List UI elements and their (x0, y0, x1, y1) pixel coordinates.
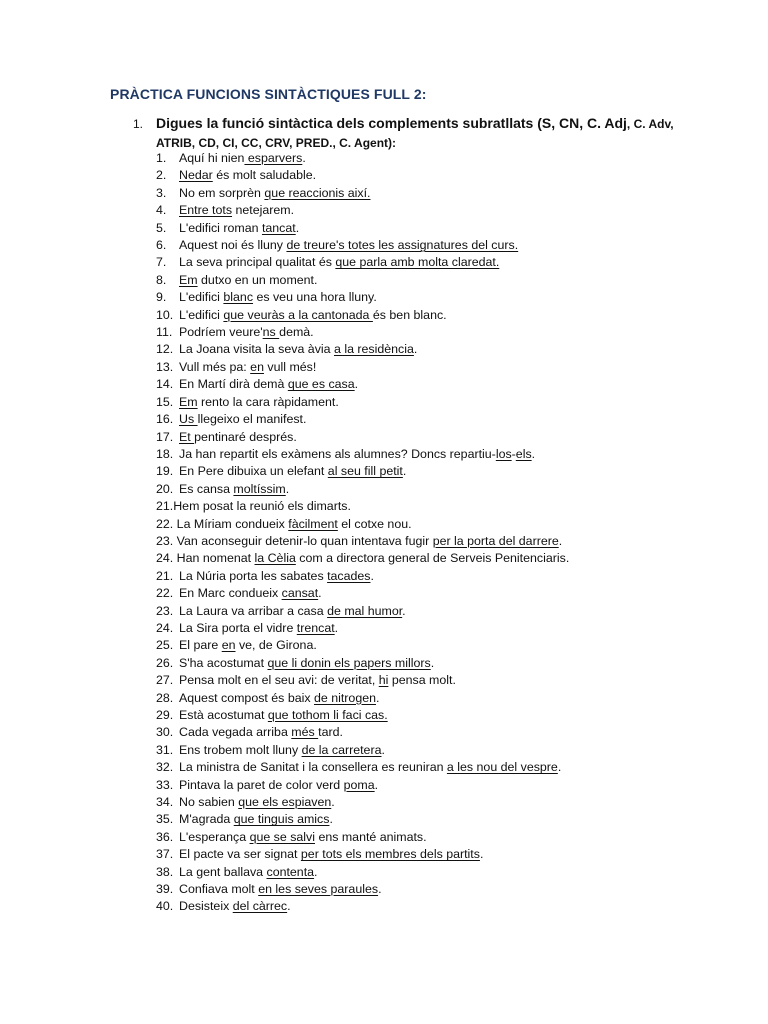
exercise-number: 1. (133, 117, 144, 131)
underlined-complement: en (221, 638, 236, 653)
instruction-small-text: , C. Adv, (626, 117, 674, 131)
item-number: 13. (156, 359, 174, 374)
underlined-complement: a la residència (333, 342, 414, 357)
item-number: 29. (156, 708, 174, 722)
item-number: 23. (156, 533, 174, 548)
sentence-text: . (318, 586, 322, 601)
list-item (156, 533, 569, 550)
item-number: 27. (156, 673, 174, 688)
sentence-text: tard. (318, 725, 343, 740)
sentence-text: el cotxe nou. (337, 516, 412, 531)
underlined-complement: Et (179, 429, 195, 444)
sentence-text: . (430, 655, 435, 670)
sentence-text: M'agrada (179, 812, 234, 827)
item-number: 31. (156, 742, 174, 757)
sentence-text: No em sorprèn (179, 185, 265, 200)
underlined-complement: que veuràs a la cantonada (223, 307, 373, 322)
sentence-text: vull més! (263, 359, 317, 374)
item-number: 35. (156, 812, 174, 827)
list-item (156, 794, 569, 811)
sentence-text: Podríem veure' (179, 325, 263, 340)
sentence-list (156, 150, 569, 916)
document-title: PRÀCTICA FUNCIONS SINTÀCTIQUES FULL 2: (110, 86, 427, 102)
item-number: 24. (156, 620, 174, 635)
underlined-complement: del càrrec (232, 899, 288, 914)
list-item (156, 759, 569, 776)
underlined-complement: Em (179, 272, 198, 287)
list-item (156, 846, 569, 863)
sentence-text: . (295, 220, 300, 235)
underlined-complement: fàcilment (288, 516, 338, 531)
item-number: 40. (156, 899, 174, 914)
underlined-complement: Em (179, 394, 198, 409)
sentence-text: llegeixo el manifest. (197, 412, 307, 427)
item-number: 15. (156, 394, 174, 409)
sentence-text: ve, de Girona. (235, 638, 317, 653)
item-number: 22. (156, 586, 174, 601)
underlined-complement: que es casa (287, 377, 355, 392)
sentence-text: . (331, 795, 335, 810)
sentence-text: . (479, 847, 484, 862)
list-item (156, 603, 569, 620)
list-item (156, 568, 569, 585)
list-item (156, 429, 569, 446)
list-item (156, 585, 569, 602)
underlined-complement: els (515, 446, 532, 461)
underlined-complement: poma (343, 777, 375, 792)
sentence-text: La Núria porta les sabates (179, 568, 328, 583)
item-number: 20. (156, 481, 174, 496)
instruction-main-text: Digues la funció sintàctica dels complements subratllats (S, CN, C. Ad (156, 115, 624, 131)
sentence-text: La ministra de Sanitat i la consellera es reuniran (179, 760, 447, 775)
item-number: 32. (156, 760, 174, 775)
list-item (156, 690, 569, 707)
sentence-text: . (378, 882, 382, 897)
sentence-text: La Sira porta el vidre (179, 620, 297, 635)
sentence-text: La Míriam condueix (173, 516, 289, 531)
underlined-complement: que tothom li faci cas. (267, 708, 388, 722)
list-item (156, 254, 569, 271)
sentence-text: . (374, 777, 379, 792)
item-number: 21. (156, 499, 174, 514)
sentence-text: L'edifici roman (179, 220, 262, 235)
sentence-text: . (354, 377, 359, 392)
list-item (156, 167, 569, 184)
sentence-text: La gent ballava (179, 864, 267, 879)
sentence-text: és ben blanc. (372, 307, 447, 322)
sentence-text: . (413, 342, 418, 357)
sentence-text: demà. (279, 325, 314, 340)
item-number: 30. (156, 725, 174, 740)
underlined-complement: cansat (281, 586, 319, 601)
item-number: 17. (156, 429, 174, 444)
list-item (156, 777, 569, 794)
underlined-complement: los (495, 446, 512, 461)
item-number: 18. (156, 446, 174, 461)
underlined-complement: ns (262, 325, 280, 340)
list-item (156, 637, 569, 654)
list-item (156, 376, 569, 393)
sentence-text: . (558, 533, 563, 548)
sentence-text: Han nomenat (173, 551, 255, 566)
sentence-text: Cada vegada arriba (179, 725, 292, 740)
underlined-complement: la Cèlia (254, 551, 296, 566)
list-item (156, 272, 569, 289)
item-number: 6. (156, 238, 167, 253)
sentence-text: pentinaré després. (194, 429, 297, 444)
sentence-text: Es cansa (179, 481, 234, 496)
underlined-complement: que tinguis amics (233, 812, 330, 827)
underlined-complement: que se salvi (249, 829, 315, 844)
item-number: 5. (156, 220, 167, 235)
item-number: 25. (156, 638, 174, 653)
sentence-text: No sabien (179, 795, 239, 810)
item-number: 21. (156, 568, 174, 583)
item-number: 2. (156, 168, 167, 183)
instruction-line-2: ATRIB, CD, CI, CC, CRV, PRED., C. Agent): (156, 136, 397, 150)
list-item (156, 550, 569, 567)
list-item (156, 341, 569, 358)
list-item (156, 237, 569, 254)
sentence-text: . (314, 864, 318, 879)
underlined-complement: moltíssim (233, 481, 286, 496)
underlined-complement: tancat (261, 220, 296, 235)
underlined-complement: trencat (296, 620, 335, 635)
sentence-text: Hem posat la reunió els dimarts. (173, 499, 351, 514)
sentence-text: L'esperança (179, 829, 250, 844)
underlined-complement: que li donin els papers millors (267, 655, 431, 670)
list-item (156, 672, 569, 689)
underlined-complement: en (250, 359, 264, 374)
sentence-text: netejarem. (232, 203, 295, 218)
item-number: 28. (156, 690, 174, 705)
sentence-text: . (285, 481, 290, 496)
list-item (156, 655, 569, 672)
sentence-text: és molt saludable. (212, 168, 317, 183)
underlined-complement: per la porta del darrere (432, 533, 559, 548)
sentence-text: El pacte va ser signat (179, 847, 301, 862)
sentence-text: La seva principal qualitat és (179, 255, 336, 270)
item-number: 4. (156, 203, 167, 218)
sentence-text: Aquest noi és lluny (179, 238, 287, 253)
underlined-complement: al seu fill petit (327, 464, 403, 479)
list-item (156, 150, 569, 167)
item-number: 12. (156, 342, 174, 357)
underlined-complement: Nedar (179, 168, 213, 183)
sentence-text: Vull més pa: (179, 359, 251, 374)
list-item (156, 289, 569, 306)
underlined-complement: hi (378, 673, 389, 688)
item-number: 19. (156, 464, 174, 479)
sentence-text: . (381, 742, 385, 757)
item-number: 9. (156, 290, 167, 305)
item-number: 34. (156, 795, 174, 810)
list-item (156, 394, 569, 411)
list-item (156, 202, 569, 219)
underlined-complement: en les seves paraules (258, 882, 379, 897)
list-item (156, 516, 569, 533)
item-number: 24. (156, 551, 174, 566)
list-item (156, 185, 569, 202)
underlined-complement: esparvers (244, 151, 303, 165)
list-item (156, 307, 569, 324)
underlined-complement: de la carretera (301, 742, 382, 757)
sentence-text: ens manté animats. (315, 829, 427, 844)
underlined-complement: de treure's totes les assignatures del curs. (286, 238, 519, 253)
item-number: 14. (156, 377, 174, 392)
sentence-text: pensa molt. (388, 673, 456, 688)
list-item (156, 359, 569, 376)
underlined-complement: més (291, 725, 319, 740)
sentence-text: Van aconseguir detenir-lo quan intentava fugir (173, 533, 433, 548)
sentence-text: L'edifici (179, 290, 224, 305)
list-item (156, 811, 569, 828)
instruction-line-1 (156, 115, 674, 131)
item-number: 11. (156, 325, 173, 340)
sentence-text: . (402, 603, 406, 618)
underlined-complement: que reaccionis així. (264, 185, 371, 200)
sentence-text: dutxo en un moment. (197, 272, 318, 287)
sentence-text: . (287, 899, 291, 914)
sentence-text: Està acostumat (179, 708, 268, 722)
item-number: 7. (156, 255, 167, 270)
sentence-text: . (329, 812, 333, 827)
list-item (156, 829, 569, 846)
item-number: 36. (156, 829, 174, 844)
list-item (156, 620, 569, 637)
sentence-text: La Joana visita la seva àvia (179, 342, 334, 357)
underlined-complement: a les nou del vespre (446, 760, 558, 775)
underlined-complement: per tots els membres dels partits (300, 847, 480, 862)
item-number: 39. (156, 882, 174, 897)
list-item (156, 742, 569, 759)
list-item (156, 898, 569, 915)
sentence-text: El pare (179, 638, 222, 653)
item-number: 3. (156, 185, 167, 200)
item-number: 22. (156, 516, 174, 531)
sentence-text: . (557, 760, 562, 775)
underlined-complement: tacades (327, 568, 371, 583)
underlined-complement: contenta (266, 864, 315, 879)
underlined-complement: Us (179, 412, 198, 427)
instruction-underlined-letter: j (623, 115, 627, 131)
underlined-complement: que parla amb molta claredat. (335, 255, 500, 270)
sentence-text: Confiava molt (179, 882, 259, 897)
list-item (156, 463, 569, 480)
item-number: 10. (156, 307, 174, 322)
sentence-text: Pensa molt en el seu avi: de veritat, (179, 673, 379, 688)
sentence-text: En Marc condueix (179, 586, 282, 601)
underlined-complement: de nitrogen (314, 690, 377, 705)
list-item (156, 324, 569, 341)
sentence-text: . (370, 568, 374, 583)
item-number: 8. (156, 272, 167, 287)
sentence-text: . (376, 690, 380, 705)
sentence-text: es veu una hora lluny. (253, 290, 377, 305)
item-number: 37. (156, 847, 174, 862)
underlined-complement: que els espiaven (238, 795, 332, 810)
sentence-text: - (511, 446, 516, 461)
list-item (156, 481, 569, 498)
underlined-complement: blanc (223, 290, 254, 305)
item-number: 23. (156, 603, 174, 618)
item-number: 16. (156, 412, 174, 427)
underlined-complement: Entre tots (179, 203, 233, 218)
item-number: 38. (156, 864, 174, 879)
sentence-text: . (531, 446, 536, 461)
item-number: 33. (156, 777, 174, 792)
list-item (156, 220, 569, 237)
sentence-text: S'ha acostumat (179, 655, 268, 670)
list-item (156, 411, 569, 428)
sentence-text: . (334, 620, 339, 635)
list-item (156, 498, 569, 515)
sentence-text: Aquí hi nien (179, 151, 245, 165)
sentence-text: Ja han repartit els exàmens als alumnes? Doncs repartiu- (179, 446, 496, 461)
sentence-text: La Laura va arribar a casa (179, 603, 328, 618)
list-item (156, 707, 569, 724)
sentence-text: En Pere dibuixa un elefant (179, 464, 328, 479)
list-item (156, 881, 569, 898)
underlined-complement: de mal humor (327, 603, 403, 618)
list-item (156, 864, 569, 881)
sentence-text: Pintava la paret de color verd (179, 777, 344, 792)
sentence-text: Ens trobem molt lluny (179, 742, 302, 757)
sentence-text: . (402, 464, 407, 479)
sentence-text: Desisteix (179, 899, 233, 914)
sentence-text: . (302, 151, 306, 165)
item-number: 1. (156, 151, 167, 165)
sentence-text: En Martí dirà demà (179, 377, 288, 392)
item-number: 26. (156, 655, 174, 670)
sentence-text: Aquest compost és baix (179, 690, 314, 705)
sentence-text: rento la cara ràpidament. (197, 394, 339, 409)
list-item (156, 446, 569, 463)
sentence-text: L'edifici (179, 307, 224, 322)
list-item (156, 724, 569, 741)
sentence-text: com a directora general de Serveis Penitenciaris. (295, 551, 570, 566)
